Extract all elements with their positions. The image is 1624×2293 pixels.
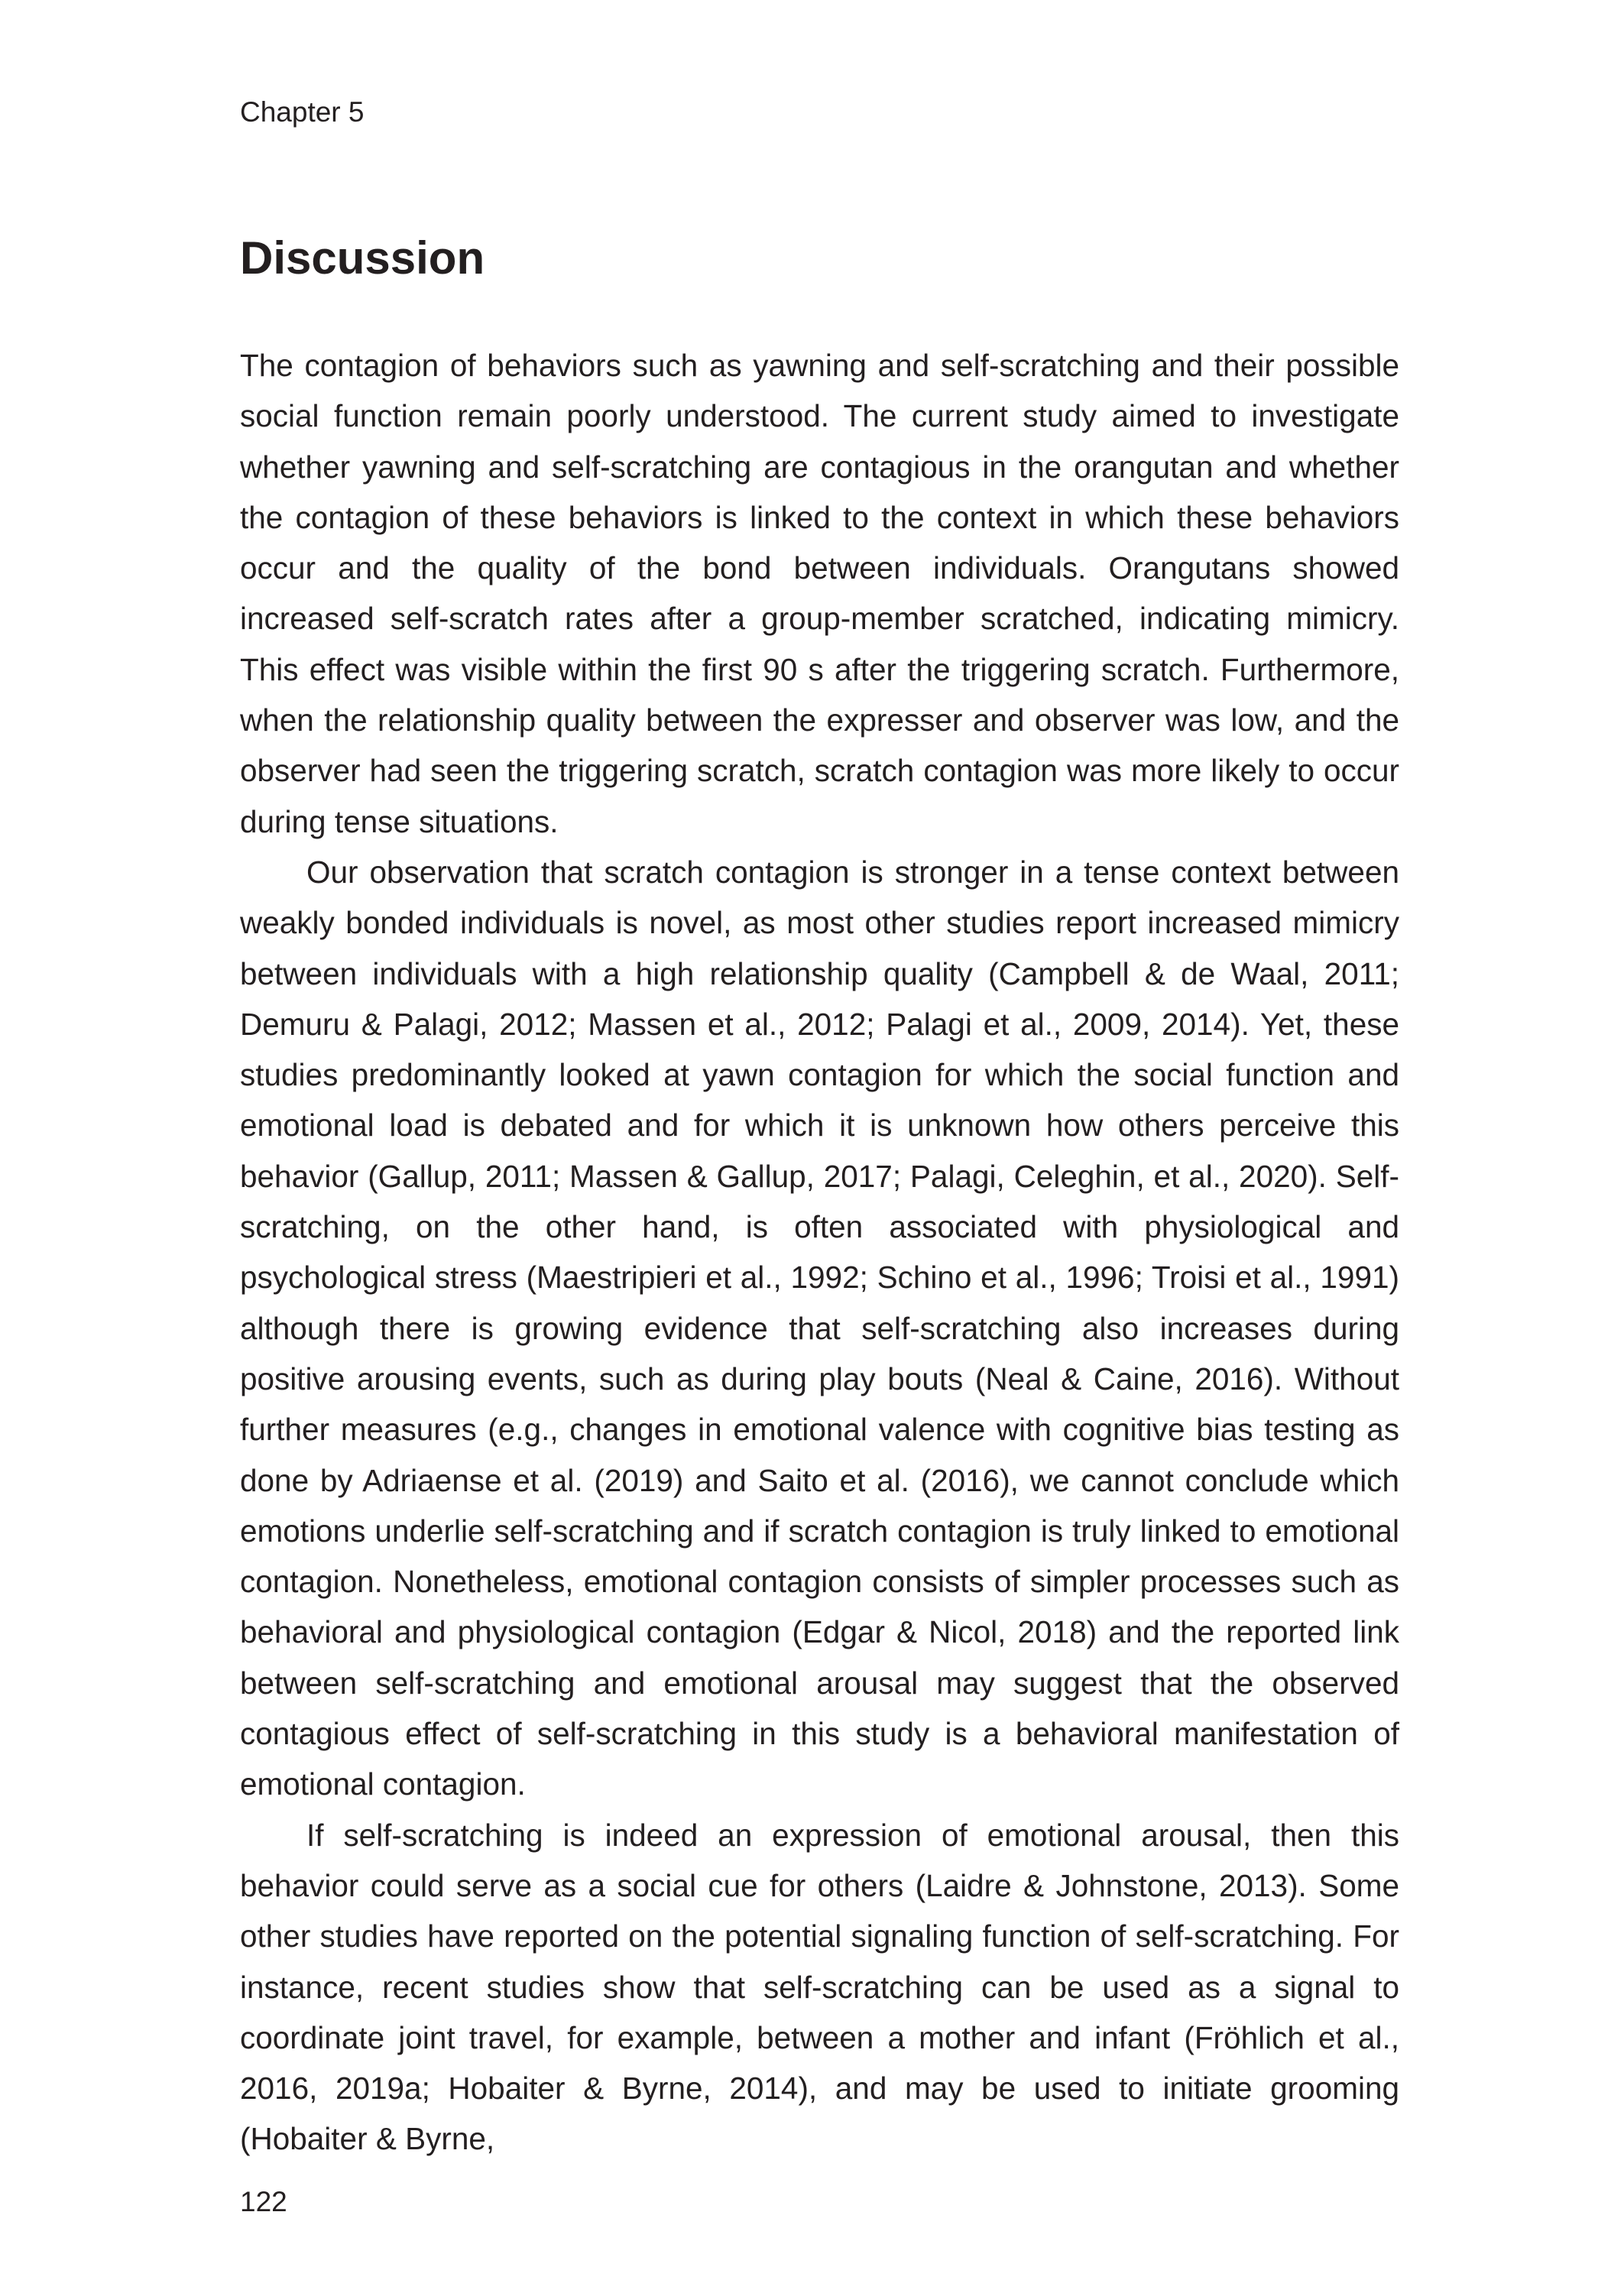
paragraph-3: If self-scratching is indeed an expression of emotional arousal, then this behavior could serve as a social cue for others (Laidre & Johnstone, 2013). Some other studies have reported on the potential signaling function of self-scratching. For instance, recent studies show that self-scratching can be used as a signal to coordinate joint travel, for example, between a mother and infant (Fröhlich et al., 2016, 2019a; Hobaiter & Byrne, 2014), and may be used to initiate grooming (Hobaiter & Byrne, [240,1817,1399,2157]
paragraph-2: Our observation that scratch contagion is stronger in a tense context between weakly bonded individuals is novel, as most other studies report increased mimicry between individuals with a high relationship quality (Campbell & de Waal, 2011; Demuru & Palagi, 2012; Massen et al., 2012; Palagi et al., 2009, 2014). Yet, these studies predominantly looked at yawn contagion for which the social function and emotional load is debated and for which it is unknown how others perceive this behavior (Gallup, 2011; Massen & Gallup, 2017; Palagi, Celeghin, et al., 2020). Self-scratching, on the other hand, is often associated with physiological and psychological stress (Maestripieri et al., 1992; Schino et al., 1996; Troisi et al., 1991) although there is growing evidence that self-scratching also increases during positive arousing events, such as during play bouts (Neal & Caine, 2016). Without further measures (e.g., changes in emotional valence with cognitive bias testing as done by Adriaense et al. (2019) and Saito et al. (2016), we cannot conclude which emotions underlie self-scratching and if scratch contagion is truly linked to emotional contagion. Nonetheless, emotional contagion consists of simpler processes such as behavioral and physiological contagion (Edgar & Nicol, 2018) and the reported link between self-scratching and emotional arousal may suggest that the observed contagious effect of self-scratching in this study is a behavioral manifestation of emotional contagion. [240,854,1399,1802]
section-title: Discussion [240,232,485,284]
body-text [240,340,1399,2165]
paragraph-1: The contagion of behaviors such as yawning and self-scratching and their possible social function remain poorly understood. The current study aimed to investigate whether yawning and self-scratching are contagious in the orangutan and whether the contagion of these behaviors is linked to the context in which these behaviors occur and the quality of the bond between individuals. Orangutans showed increased self-scratch rates after a group-member scratched, indicating mimicry. This effect was visible within the first 90 s after the triggering scratch. Furthermore, when the relationship quality between the expresser and observer was low, and the observer had seen the triggering scratch, scratch contagion was more likely to occur during tense situations. [240,348,1399,839]
running-head: Chapter 5 [240,96,365,128]
page-number: 122 [240,2186,287,2217]
